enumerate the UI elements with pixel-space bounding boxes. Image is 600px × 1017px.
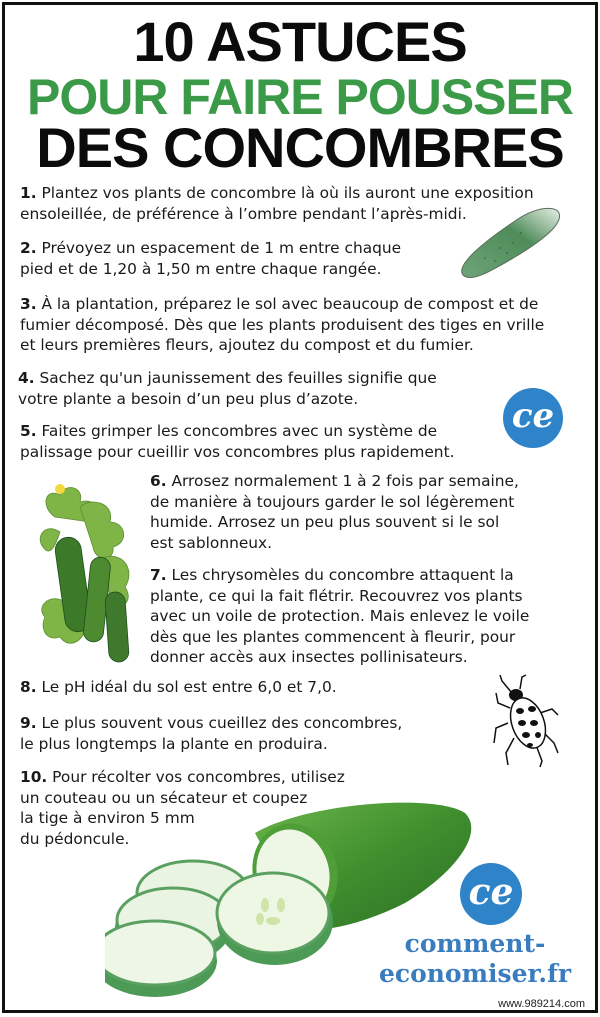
tip-text: Prévoyez un espacement de 1 m entre chaque bbox=[41, 239, 402, 257]
tip-number: 6. bbox=[150, 472, 167, 490]
tip-text: ensoleillée, de préférence à l’ombre pendant l’après-midi. bbox=[20, 204, 467, 223]
tip-number: 7. bbox=[150, 566, 167, 584]
site-name-line-2: economiser.fr bbox=[378, 959, 572, 988]
tip-8 bbox=[20, 677, 337, 698]
tip-text: Pour récolter vos concombres, utilisez bbox=[52, 768, 345, 786]
tip-number: 4. bbox=[18, 369, 35, 387]
tip-text: humide. Arrosez un peu plus souvent si le sol bbox=[150, 513, 500, 531]
title-line-2: POUR FAIRE POUSSER bbox=[27, 69, 573, 125]
ce-logo-icon: ce bbox=[460, 863, 522, 925]
ce-logo-icon: ce bbox=[503, 388, 563, 448]
tip-number: 10. bbox=[20, 768, 48, 786]
tip-text: Le pH idéal du sol est entre 6,0 et 7,0. bbox=[41, 678, 337, 696]
tip-3 bbox=[20, 294, 544, 356]
tip-text: plante, ce qui la fait flétrir. Recouvrez vos plants bbox=[150, 586, 523, 605]
tip-2 bbox=[20, 238, 401, 279]
tip-5 bbox=[20, 421, 455, 462]
tip-text: Le plus souvent vous cueillez des concombres, bbox=[41, 714, 403, 732]
cucumber-icon bbox=[455, 203, 567, 283]
title-line-3: DES CONCOMBRES bbox=[36, 116, 564, 179]
tip-text: pied et de 1,20 à 1,50 m entre chaque rangée. bbox=[20, 259, 382, 278]
cucumber-plant-icon bbox=[35, 477, 145, 667]
tip-number: 3. bbox=[20, 295, 37, 313]
tip-text: Sachez qu'un jaunissement des feuilles signifie que bbox=[39, 369, 437, 387]
tip-text: À la plantation, préparez le sol avec beaucoup de compost et de bbox=[41, 295, 539, 313]
tip-text: le plus longtemps la plante en produira. bbox=[20, 734, 328, 753]
tip-number: 1. bbox=[20, 184, 37, 202]
tip-text: palissage pour cueillir vos concombres plus rapidement. bbox=[20, 442, 455, 461]
tip-4 bbox=[18, 368, 437, 409]
tip-7 bbox=[150, 565, 529, 668]
beetle-icon bbox=[492, 673, 562, 768]
tip-text: fumier décomposé. Dès que les plants produisent des tiges en vrille bbox=[20, 315, 545, 334]
tip-text: avec un voile de protection. Mais enlevez le voile bbox=[150, 607, 530, 625]
tip-9 bbox=[20, 713, 402, 754]
tip-text: Faites grimper les concombres avec un système de bbox=[41, 422, 438, 440]
site-name bbox=[350, 929, 600, 989]
tip-number: 9. bbox=[20, 714, 37, 732]
tip-text: un couteau ou un sécateur et coupez bbox=[20, 788, 308, 807]
tip-text: de manière à toujours garder le sol légèrement bbox=[150, 492, 515, 511]
tip-number: 2. bbox=[20, 239, 37, 257]
tip-text: Arrosez normalement 1 à 2 fois par semaine, bbox=[171, 472, 519, 490]
tip-text: dès que les plantes commencent à fleurir, pour bbox=[150, 627, 516, 646]
title-line-1: 10 ASTUCES bbox=[133, 10, 467, 73]
tip-text: donner accès aux insectes pollinisateurs. bbox=[150, 648, 468, 666]
tip-text: Les chrysomèles du concombre attaquent la bbox=[171, 566, 514, 584]
watermark: www.989214.com bbox=[498, 998, 585, 1010]
tip-number: 5. bbox=[20, 422, 37, 440]
tip-text: la tige à environ 5 mm bbox=[20, 809, 195, 827]
tip-text: Plantez vos plants de concombre là où ils auront une exposition bbox=[41, 184, 534, 202]
tip-number: 8. bbox=[20, 678, 37, 696]
tip-text: du pédoncule. bbox=[20, 829, 130, 848]
tip-6 bbox=[150, 471, 519, 553]
tip-text: et leurs premières fleurs, ajoutez du compost et du fumier. bbox=[20, 336, 474, 354]
infographic-frame bbox=[2, 2, 598, 1013]
site-name-line-1: comment- bbox=[404, 929, 546, 958]
tip-text: votre plante a besoin d’un peu plus d’azote. bbox=[18, 389, 359, 408]
tip-text: est sablonneux. bbox=[150, 533, 273, 552]
